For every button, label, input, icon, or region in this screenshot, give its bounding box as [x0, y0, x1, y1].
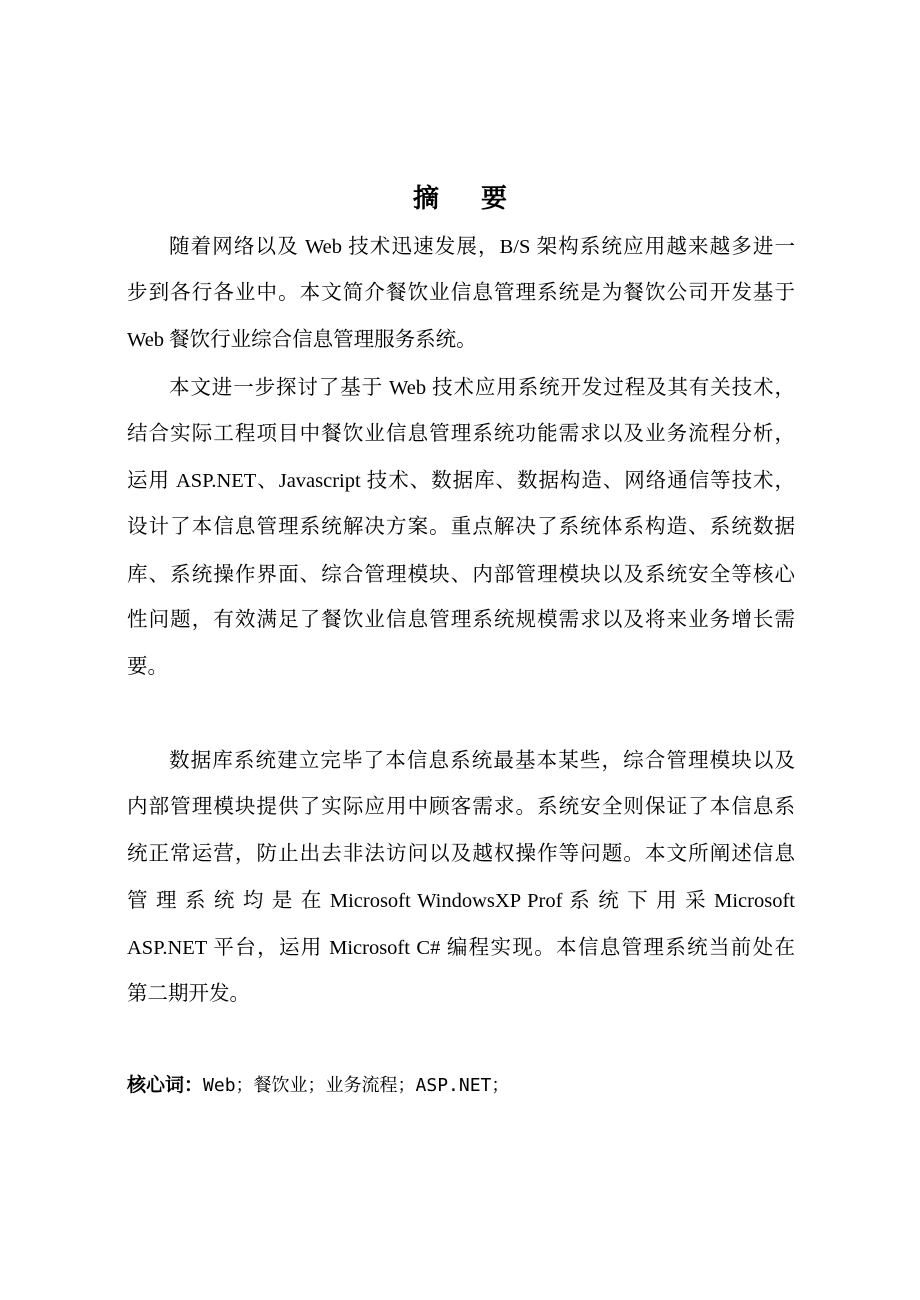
paragraph-line: 统正常运营，防止出去非法访问以及越权操作等问题。本文所阐述信息 [127, 843, 795, 865]
paragraph-line: 管 理 系 统 均 是 在 Microsoft WindowsXP Prof 系 统 下 用 采 Microsoft [127, 890, 795, 912]
paragraph-line: 设计了本信息管理系统解决方案。重点解决了系统体系构造、系统数据 [127, 516, 795, 538]
paragraph-line: 本文进一步探讨了基于 Web 技术应用系统开发过程及其有关技术， [169, 377, 795, 399]
keywords-value: Web；餐饮业；业务流程；ASP.NET； [203, 1075, 510, 1096]
paragraph-line: 数据库系统建立完毕了本信息系统最基本某些，综合管理模块以及 [169, 750, 795, 772]
paragraph-line: 第二期开发。 [127, 983, 250, 1005]
paragraph-line: ASP.NET 平台，运用 Microsoft C# 编程实现。本信息管理系统当前处在 [127, 937, 795, 959]
paragraph-line: 随着网络以及 Web 技术迅速发展，B/S 架构系统应用越来越多进一 [169, 236, 795, 258]
keywords-label: 核心词： [127, 1074, 204, 1096]
paragraph-line: 要。 [127, 656, 168, 678]
paragraph-line: 步到各行各业中。本文简介餐饮业信息管理系统是为餐饮公司开发基于 [127, 282, 795, 304]
paragraph-line: Web 餐饮行业综合信息管理服务系统。 [127, 329, 477, 351]
paragraph-line: 运用 ASP.NET、Javascript 技术、数据库、数据构造、网络通信等技术， [127, 470, 795, 492]
abstract-title: 摘要 [412, 184, 549, 214]
paragraph-line: 结合实际工程项目中餐饮业信息管理系统功能需求以及业务流程分析， [127, 423, 795, 445]
paragraph-line: 内部管理模块提供了实际应用中顾客需求。系统安全则保证了本信息系 [127, 796, 795, 818]
keywords [127, 1068, 509, 1103]
paragraph-line: 库、系统操作界面、综合管理模块、内部管理模块以及系统安全等核心 [127, 564, 795, 586]
paragraph-line: 性问题，有效满足了餐饮业信息管理系统规模需求以及将来业务增长需 [127, 609, 795, 631]
